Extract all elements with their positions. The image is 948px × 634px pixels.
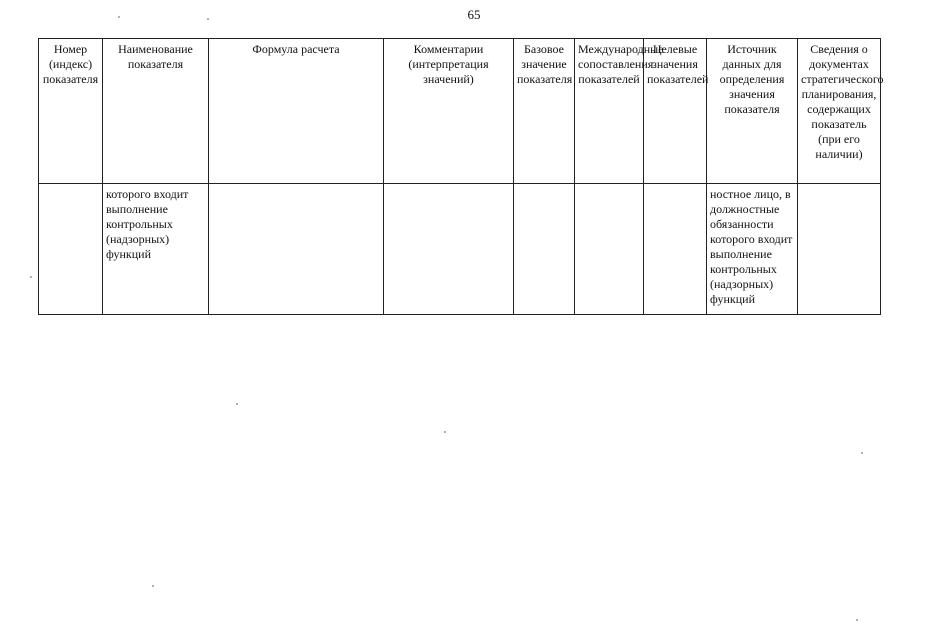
table-cell-strategic-docs bbox=[798, 184, 881, 315]
header-cell-comments: Комментарии (интерпретация значений) bbox=[384, 39, 514, 184]
table-cell-formula bbox=[209, 184, 384, 315]
table-cell-data-source: ностное лицо, в должностные обязанности которого входит выполнение контрольных (надзорных) функций bbox=[707, 184, 798, 315]
scan-speck bbox=[236, 403, 238, 405]
scan-speck bbox=[861, 452, 863, 454]
table-cell-base-value bbox=[514, 184, 575, 315]
table-row bbox=[39, 184, 881, 315]
scan-speck bbox=[444, 431, 446, 433]
table-cell-index bbox=[39, 184, 103, 315]
header-cell-international: Международные сопоставления показателей bbox=[575, 39, 644, 184]
header-cell-base-value: Базовое значение показателя bbox=[514, 39, 575, 184]
scan-speck bbox=[30, 276, 32, 278]
scan-speck bbox=[152, 585, 154, 587]
table-cell-international bbox=[575, 184, 644, 315]
table-cell-name: которого входит выполнение контрольных (надзорных) функций bbox=[103, 184, 209, 315]
table-cell-comments bbox=[384, 184, 514, 315]
header-cell-data-source: Источник данных для определения значения показателя bbox=[707, 39, 798, 184]
table-cell-target-values bbox=[644, 184, 707, 315]
header-cell-strategic-docs: Сведения о документах стратегического планирования, содержащих показатель (при его наличии) bbox=[798, 39, 881, 184]
header-cell-index: Номер (индекс) показателя bbox=[39, 39, 103, 184]
header-cell-name: Наименование показателя bbox=[103, 39, 209, 184]
header-cell-target-values: Целевые значения показателей bbox=[644, 39, 707, 184]
scan-speck bbox=[856, 619, 858, 621]
header-row bbox=[39, 39, 881, 184]
header-cell-formula: Формула расчета bbox=[209, 39, 384, 184]
scan-speck bbox=[207, 18, 209, 20]
scan-speck bbox=[118, 16, 120, 18]
indicators-table bbox=[38, 38, 884, 315]
page-number: 65 bbox=[467, 7, 481, 22]
